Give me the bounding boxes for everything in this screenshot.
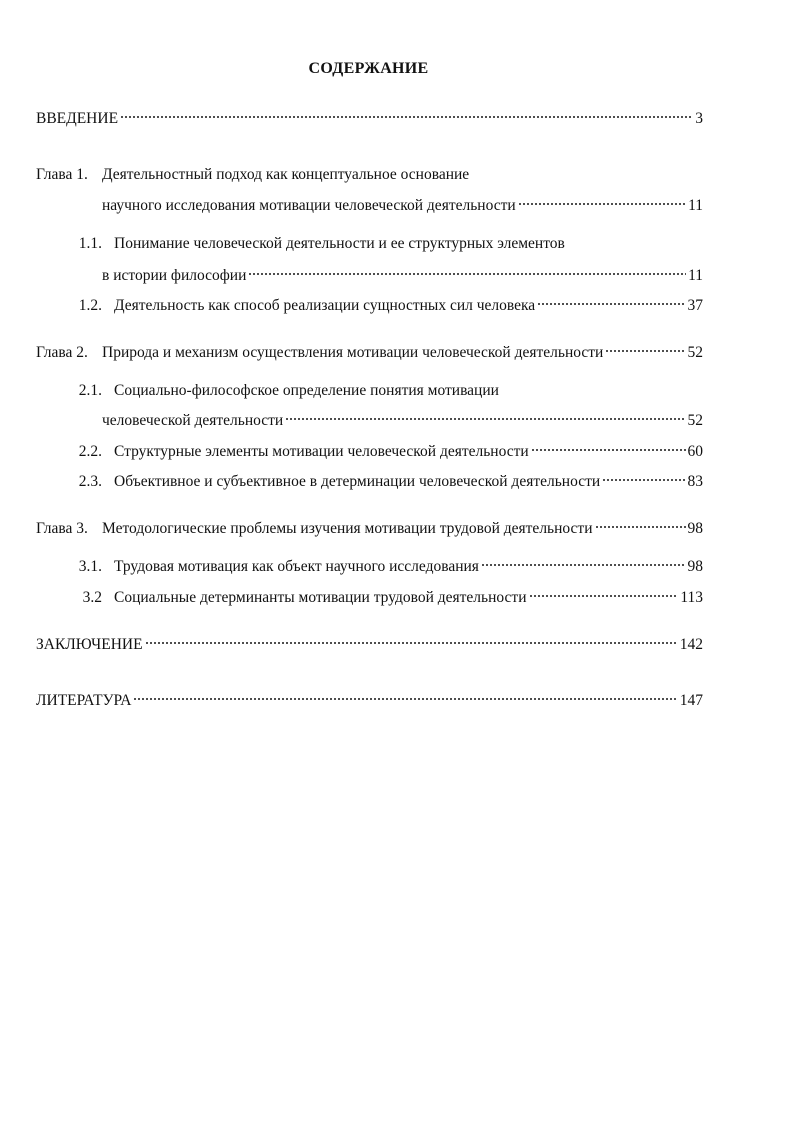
leader-dots: [531, 447, 686, 453]
page-number: 142: [679, 636, 703, 653]
leader-dots: [248, 271, 686, 277]
entry-text: ЗАКЛЮЧЕНИЕ: [36, 636, 143, 653]
entry-text: Понимание человеческой деятельности и ее структурных элементов: [114, 235, 565, 252]
entry-text: Объективное и субъективное в детерминации человеческой деятельности: [114, 473, 601, 490]
entry-text: ЛИТЕРАТУРА: [36, 692, 132, 709]
page-number: 98: [687, 558, 703, 575]
page-number: 83: [687, 473, 703, 490]
toc-entry-2-2[interactable]: [36, 441, 703, 463]
page-number: 11: [688, 267, 703, 284]
toc-entry-conclusion[interactable]: [36, 634, 703, 656]
entry-text: Социальные детерминанты мотивации трудовой деятельности: [114, 589, 527, 606]
chapter-number: Глава 3.: [36, 520, 88, 537]
toc-entry-2-1-cont[interactable]: [36, 410, 703, 432]
page-number: 3: [695, 110, 703, 127]
toc-entry-3-2[interactable]: [36, 587, 703, 609]
leader-dots: [133, 696, 677, 702]
entry-text: в истории философии: [102, 267, 247, 284]
page-number: 60: [687, 443, 703, 460]
page-number: 52: [687, 412, 703, 429]
entry-text: Социально-философское определение понятия мотивации: [114, 382, 499, 399]
page-number: 147: [679, 692, 703, 709]
leader-dots: [120, 114, 693, 120]
page-number: 98: [687, 520, 703, 537]
toc-entry-2-1[interactable]: [36, 380, 703, 402]
entry-text: Деятельностный подход как концептуальное основание: [102, 166, 470, 183]
toc-entry-1-1-cont[interactable]: [36, 265, 703, 287]
page-number: 11: [688, 197, 703, 214]
entry-text: научного исследования мотивации человеческой деятельности: [102, 197, 516, 214]
section-number: 2.3.: [78, 473, 102, 490]
chapter-number: Глава 1.: [36, 166, 88, 183]
entry-text: Трудовая мотивация как объект научного исследования: [114, 558, 479, 575]
toc-entry-1-2[interactable]: [36, 295, 703, 317]
section-number: 1.2.: [78, 297, 102, 314]
chapter-number: Глава 2.: [36, 344, 88, 361]
toc-entry-1-1[interactable]: [36, 233, 703, 255]
entry-text: Природа и механизм осуществления мотивации человеческой деятельности: [102, 344, 604, 361]
entry-text: Методологические проблемы изучения мотивации трудовой деятельности: [102, 520, 593, 537]
leader-dots: [605, 348, 685, 354]
toc-entry-intro[interactable]: [36, 108, 703, 130]
toc-entry-chapter-1[interactable]: [36, 164, 703, 186]
page-number: 37: [687, 297, 703, 314]
page-title: СОДЕРЖАНИЕ: [308, 60, 429, 77]
toc-entry-2-3[interactable]: [36, 471, 703, 493]
leader-dots: [529, 593, 679, 599]
toc-entry-chapter-1-cont[interactable]: [36, 195, 703, 217]
entry-text: Структурные элементы мотивации человеческой деятельности: [114, 443, 529, 460]
entry-text: человеческой деятельности: [102, 412, 284, 429]
section-number: 2.1.: [78, 382, 102, 399]
leader-dots: [145, 640, 678, 646]
toc-entry-literature[interactable]: [36, 690, 703, 712]
page-number: 52: [687, 344, 703, 361]
toc-entry-chapter-3[interactable]: [36, 518, 703, 540]
leader-dots: [595, 524, 686, 530]
entry-text: Деятельность как способ реализации сущностных сил человека: [114, 297, 536, 314]
leader-dots: [481, 562, 686, 568]
section-number: 2.2.: [78, 443, 102, 460]
page-number: 113: [680, 589, 703, 606]
leader-dots: [602, 477, 685, 483]
leader-dots: [537, 301, 685, 307]
section-number: 3.2: [82, 589, 102, 606]
toc-entry-3-1[interactable]: [36, 556, 703, 578]
section-number: 1.1.: [78, 235, 102, 252]
toc-entry-chapter-2[interactable]: [36, 342, 703, 364]
section-number: 3.1.: [78, 558, 102, 575]
entry-text: ВВЕДЕНИЕ: [36, 110, 119, 127]
leader-dots: [518, 201, 686, 207]
leader-dots: [285, 416, 685, 422]
